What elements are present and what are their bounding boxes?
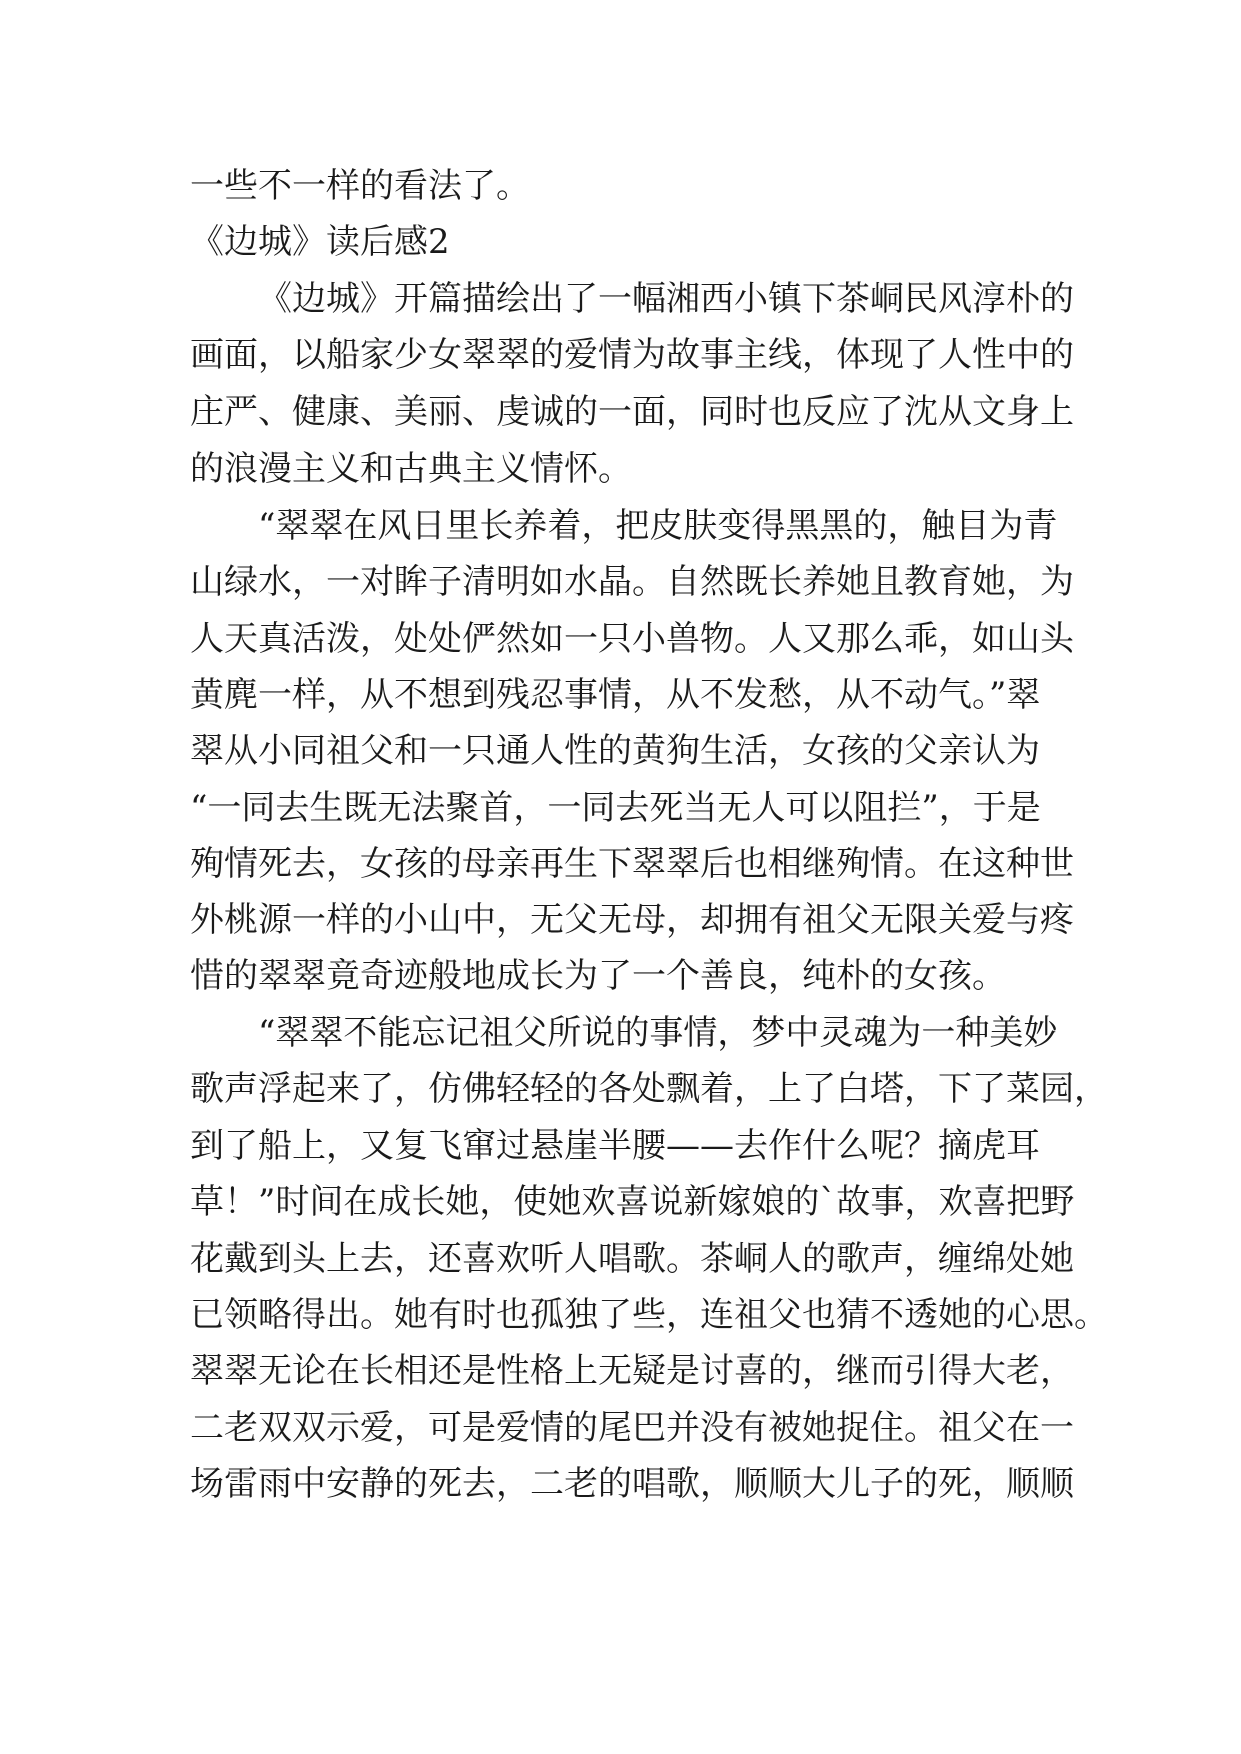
paragraph1-line-2: 画面，以船家少女翠翠的爱情为故事主线，体现了人性中的 (190, 335, 1074, 375)
paragraph3-line-5: 花戴到头上去，还喜欢听人唱歌。茶峒人的歌声，缠绵处她 (190, 1239, 1074, 1279)
paragraph2-line-9: 惜的翠翠竟奇迹般地成长为了一个善良，纯朴的女孩。 (190, 956, 1006, 996)
paragraph2-line-5: 翠从小同祖父和一只通人性的黄狗生活，女孩的父亲认为 (190, 731, 1040, 771)
paragraph3-line-4: 草！”时间在成长她，使她欢喜说新嫁娘的`故事，欢喜把野 (190, 1182, 1075, 1222)
paragraph3-line-6: 已领略得出。她有时也孤独了些，连祖父也猜不透她的心思。 (190, 1295, 1108, 1335)
paragraph1-line-1: 《边城》开篇描绘出了一幅湘西小镇下茶峒民风淳朴的 (258, 279, 1074, 319)
paragraph3-line-3: 到了船上，又复飞窜过悬崖半腰——去作什么呢？摘虎耳 (190, 1126, 1040, 1166)
section-heading: 《边城》读后感2 (190, 222, 450, 262)
paragraph3-line-8: 二老双双示爱，可是爱情的尾巴并没有被她捉住。祖父在一 (190, 1408, 1074, 1448)
paragraph3-line-1: “翠翠不能忘记祖父所说的事情，梦中灵魂为一种美妙 (258, 1013, 1058, 1053)
paragraph1-line-3: 庄严、健康、美丽、虔诚的一面，同时也反应了沈从文身上 (190, 392, 1074, 432)
paragraph2-line-4: 黄麂一样，从不想到残忍事情，从不发愁，从不动气。”翠 (190, 675, 1041, 715)
paragraph1-line-4: 的浪漫主义和古典主义情怀。 (190, 449, 632, 489)
paragraph2-line-7: 殉情死去，女孩的母亲再生下翠翠后也相继殉情。在这种世 (190, 844, 1074, 884)
paragraph2-line-2: 山绿水，一对眸子清明如水晶。自然既长养她且教育她，为 (190, 562, 1074, 602)
paragraph2-line-6: “一同去生既无法聚首，一同去死当无人可以阻拦”，于是 (190, 788, 1041, 828)
paragraph2-line-8: 外桃源一样的小山中，无父无母，却拥有祖父无限关爱与疼 (190, 900, 1074, 940)
paragraph2-line-1: “翠翠在风日里长养着，把皮肤变得黑黑的，触目为青 (258, 506, 1058, 546)
paragraph3-line-7: 翠翠无论在长相还是性格上无疑是讨喜的，继而引得大老， (190, 1351, 1074, 1391)
paragraph2-line-3: 人天真活泼，处处俨然如一只小兽物。人又那么乖，如山头 (190, 619, 1074, 659)
paragraph3-line-9: 场雷雨中安静的死去，二老的唱歌，顺顺大儿子的死，顺顺 (190, 1464, 1074, 1504)
paragraph3-line-2: 歌声浮起来了，仿佛轻轻的各处飘着，上了白塔，下了菜园， (190, 1069, 1108, 1109)
continuation-line: 一些不一样的看法了。 (190, 166, 530, 206)
